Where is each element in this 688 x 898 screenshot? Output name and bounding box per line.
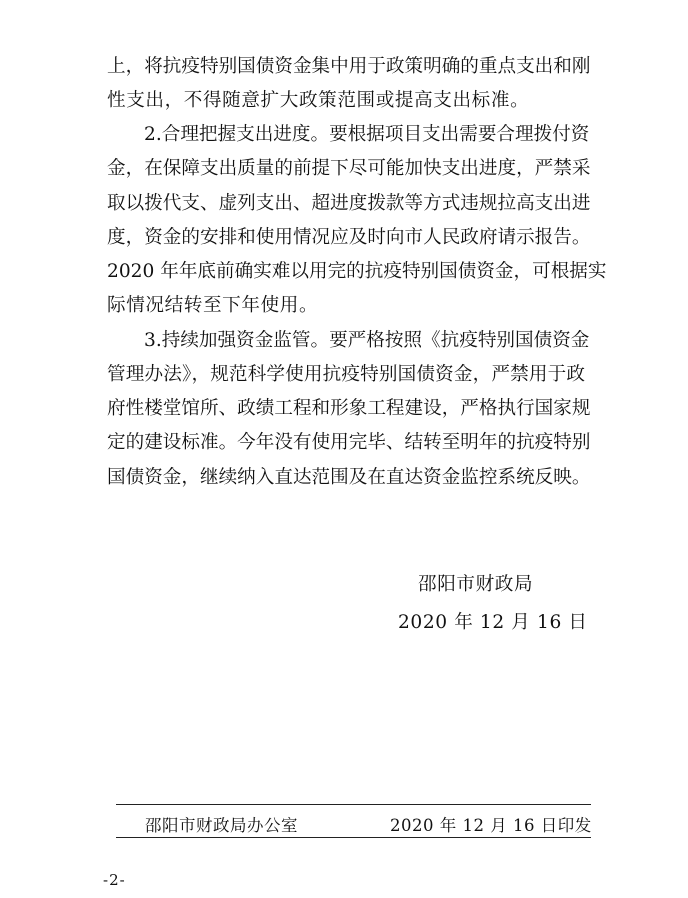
signature-org: 邵阳市财政局 (418, 574, 534, 595)
footer-issuer: 邵阳市财政局办公室 (145, 816, 298, 835)
footer-bottom-rule (116, 837, 591, 838)
body-line-6: 度，资金的安排和使用情况应及时向市人民政府请示报告。 (107, 227, 591, 248)
body-line-8: 际情况结转至下年使用。 (107, 295, 319, 316)
body-line-5: 取以拨代支、虚列支出、超进度拨款等方式违规拉高支出进 (107, 193, 591, 214)
body-line-2: 性支出，不得随意扩大政策范围或提高支出标准。 (107, 90, 530, 111)
page-number: -2- (103, 871, 126, 889)
body-line-1: 上，将抗疫特别国债资金集中用于政策明确的重点支出和刚 (107, 56, 591, 77)
body-line-13: 国债资金，继续纳入直达范围及在直达资金监控系统反映。 (107, 467, 591, 488)
body-line-3: 2.合理把握支出进度。要根据项目支出需要合理拨付资 (144, 124, 590, 145)
body-line-12: 定的建设标准。今年没有使用完毕、结转至明年的抗疫特别 (107, 432, 591, 453)
body-line-4: 金，在保障支出质量的前提下尽可能加快支出进度，严禁采 (107, 158, 591, 179)
body-line-9: 3.持续加强资金监管。要严格按照《抗疫特别国债资金 (144, 330, 590, 351)
footer-top-rule (116, 804, 591, 805)
body-line-7: 2020 年年底前确实难以用完的抗疫特别国债资金，可根据实 (107, 261, 607, 282)
body-line-10: 管理办法》，规范科学使用抗疫特别国债资金，严禁用于政 (107, 364, 585, 385)
footer-issue-date: 2020 年 12 月 16 日印发 (390, 816, 592, 835)
body-line-11: 府性楼堂馆所、政绩工程和形象工程建设，严格执行国家规 (107, 398, 591, 419)
signature-date: 2020 年 12 月 16 日 (398, 612, 588, 633)
